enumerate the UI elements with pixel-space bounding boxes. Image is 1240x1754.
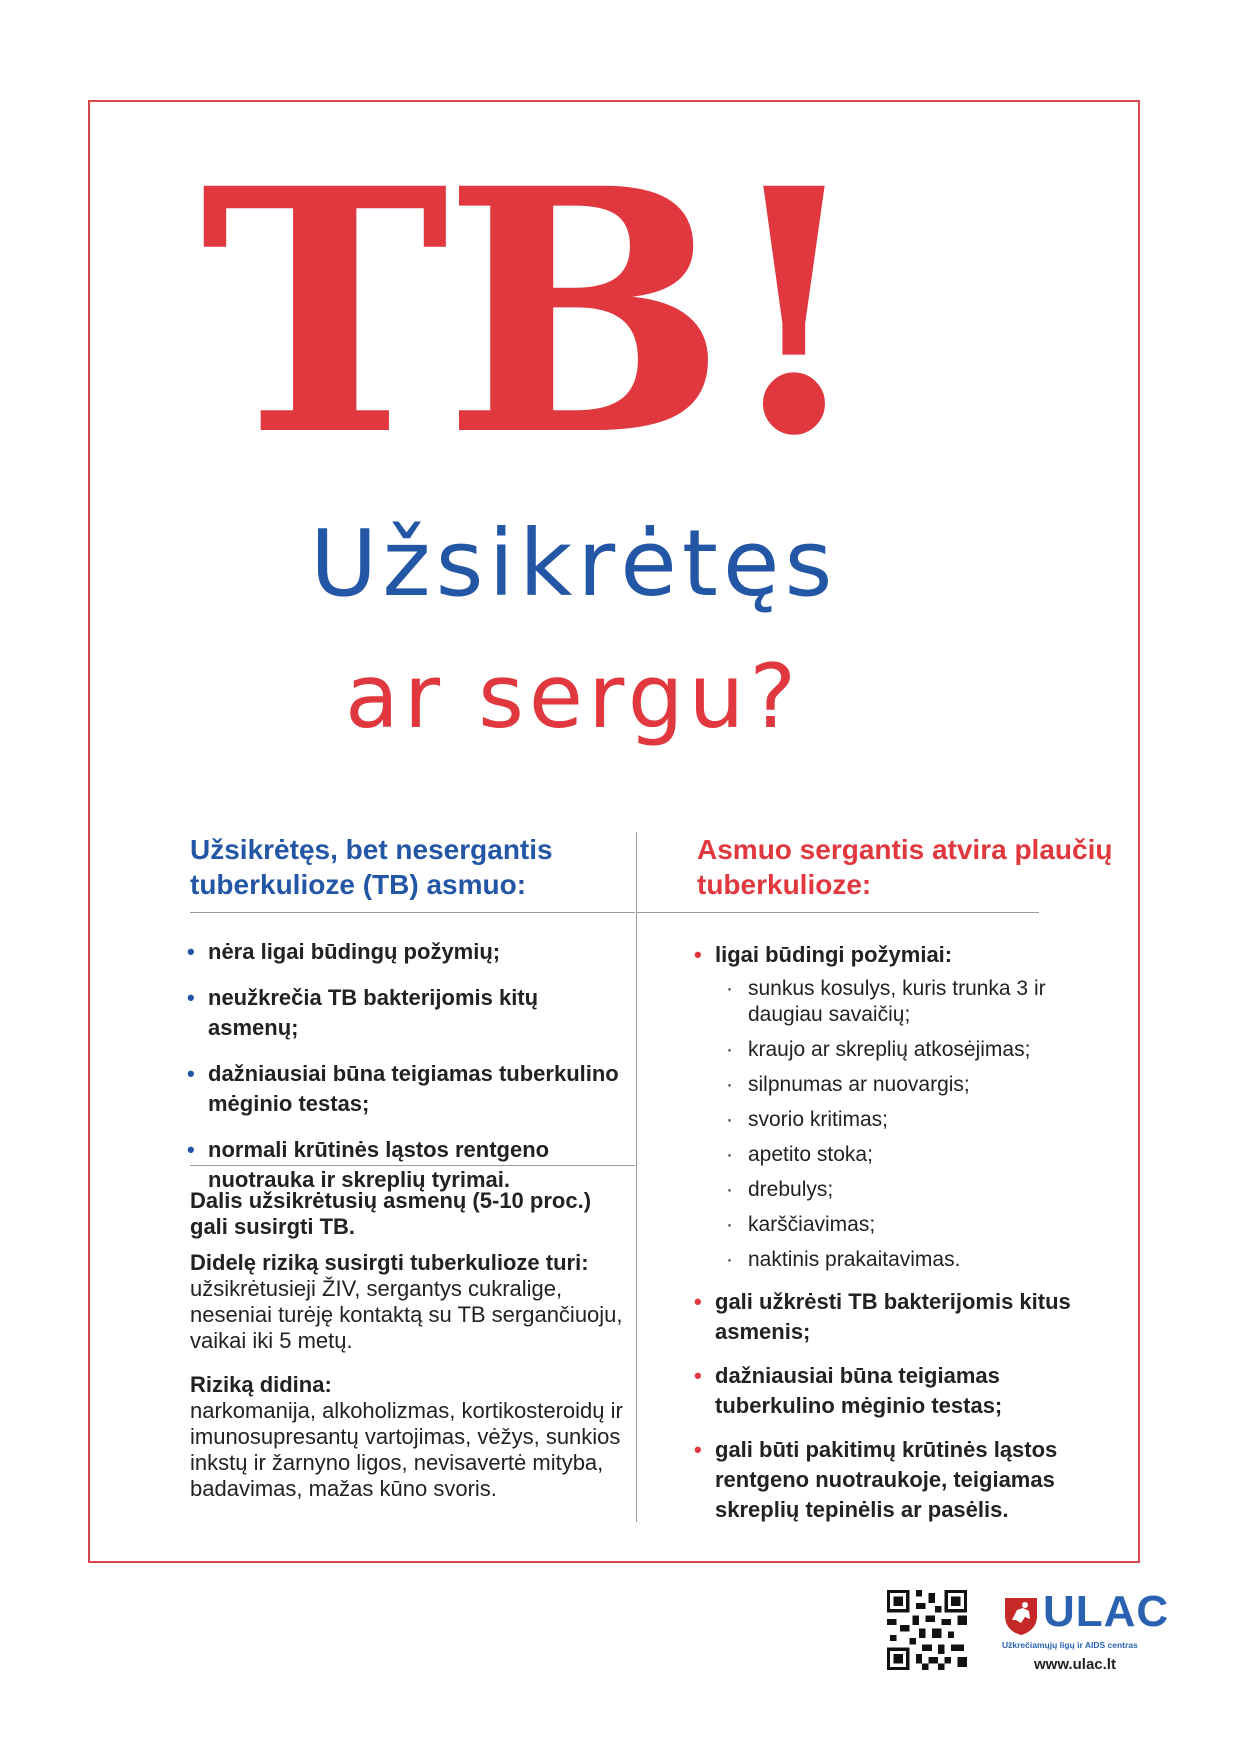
- symptom-text: silpnumas ar nuovargis;: [748, 1073, 970, 1096]
- symptom-text: naktinis prakaitavimas.: [748, 1248, 961, 1271]
- list-item-text: dažniausiai būna teigiamas tuberkulino mėginio testas;: [715, 1363, 1003, 1418]
- bullet-dot-icon: •: [694, 1363, 702, 1388]
- symptom-text: drebulys;: [748, 1178, 834, 1201]
- list-item: [694, 1435, 1114, 1525]
- symptom-item: · kraujo ar skreplių atkosėjimas;: [726, 1038, 1031, 1061]
- ulac-org-name: Užkrečiamųjų ligų ir AIDS centras: [1002, 1640, 1138, 1650]
- list-item-text: gali užkrėsti TB bakterijomis kitus asmenis;: [715, 1289, 1071, 1344]
- symptom-text: svorio kritimas;: [748, 1108, 889, 1131]
- poster-subtitle-line1: Užsikrėtęs: [310, 510, 838, 617]
- risk-factors-label: Riziką didina:: [190, 1372, 332, 1397]
- symptom-item: · naktinis prakaitavimas.: [726, 1248, 961, 1271]
- symptom-text: apetito stoka;: [748, 1143, 873, 1166]
- bullet-dot-icon: •: [187, 985, 195, 1010]
- list-item: [694, 1287, 1114, 1347]
- list-item-text: neužkrečia TB bakterijomis kitų asmenų;: [208, 985, 539, 1040]
- list-item-text: dažniausiai būna teigiamas tuberkulino mėginio testas;: [208, 1061, 619, 1116]
- symptom-text: karščiavimas;: [748, 1213, 876, 1236]
- left-heading-divider: [190, 912, 635, 913]
- list-item: [187, 1059, 627, 1119]
- column-divider: [636, 832, 637, 1522]
- list-item: [694, 940, 1114, 1273]
- left-bullet-list: [187, 937, 627, 1211]
- symptom-item: · karščiavimas;: [726, 1213, 876, 1236]
- symptom-item: · drebulys;: [726, 1178, 834, 1201]
- symptom-text: sunkus kosulys, kuris trunka 3 ir daugiau savaičių;: [748, 977, 1046, 1026]
- ulac-website-link[interactable]: www.ulac.lt: [1034, 1656, 1116, 1673]
- list-item: [694, 1361, 1114, 1421]
- right-bullet-list: [694, 940, 1114, 1539]
- bullet-dot-icon: •: [694, 1289, 702, 1314]
- high-risk-text: užsikrėtusieji ŽIV, sergantys cukralige, neseniai turėję kontaktą su TB sergančiuoju, vaikai iki 5 metų.: [190, 1276, 623, 1353]
- list-item: [187, 937, 627, 967]
- symptom-item: · silpnumas ar nuovargis;: [726, 1073, 970, 1096]
- bullet-dot-icon: •: [694, 942, 702, 967]
- symptoms-list: [715, 976, 1114, 1273]
- symptom-item: · svorio kritimas;: [726, 1108, 889, 1131]
- ulac-logo: ULAC: [1043, 1587, 1170, 1636]
- list-item: [187, 1135, 627, 1195]
- symptom-item: · sunkus kosulys, kuris trunka 3 ir daugiau savaičių;: [726, 977, 1046, 1026]
- list-item-text: normali krūtinės ląstos rentgeno nuotrauka ir skreplių tyrimai.: [208, 1137, 550, 1192]
- poster-subtitle-line2: ar sergu?: [345, 645, 802, 748]
- list-item-text: gali būti pakitimų krūtinės ląstos rentgeno nuotraukoje, teigiamas skreplių tepinėlis ar pasėlis.: [715, 1437, 1058, 1522]
- high-risk-note: [190, 1250, 630, 1354]
- left-column-heading: Užsikrėtęs, bet nesergantis tuberkulioze (TB) asmuo:: [190, 834, 553, 900]
- list-item: [187, 983, 627, 1043]
- risk-factors-note: [190, 1372, 630, 1502]
- high-risk-label: Didelę riziką susirgti tuberkulioze turi:: [190, 1250, 589, 1275]
- bullet-dot-icon: •: [694, 1437, 702, 1462]
- poster-title: TB!: [200, 116, 862, 510]
- bullet-dot-icon: •: [187, 1061, 195, 1086]
- bullet-dot-icon: •: [187, 1137, 195, 1162]
- symptoms-label: ligai būdingi požymiai:: [715, 942, 953, 967]
- right-heading-divider: [637, 912, 1039, 913]
- coat-of-arms-icon: [1003, 1596, 1039, 1636]
- qr-code-icon[interactable]: [887, 1590, 967, 1670]
- symptom-text: kraujo ar skreplių atkosėjimas;: [748, 1038, 1031, 1061]
- list-item-text: nėra ligai būdingų požymių;: [208, 939, 501, 964]
- infection-rate-note: Dalis užsikrėtusių asmenų (5-10 proc.) gali susirgti TB.: [190, 1188, 592, 1239]
- risk-factors-text: narkomanija, alkoholizmas, kortikosteroidų ir imunosupresantų vartojimas, vėžys, sunkios inkstų ir žarnyno ligos, nevisavertė mityba, badavimas, mažas kūno svoris.: [190, 1398, 623, 1501]
- right-column-heading: Asmuo sergantis atvira plaučių tuberkulioze:: [697, 834, 1113, 900]
- bullet-dot-icon: •: [187, 939, 195, 964]
- symptom-item: · apetito stoka;: [726, 1143, 873, 1166]
